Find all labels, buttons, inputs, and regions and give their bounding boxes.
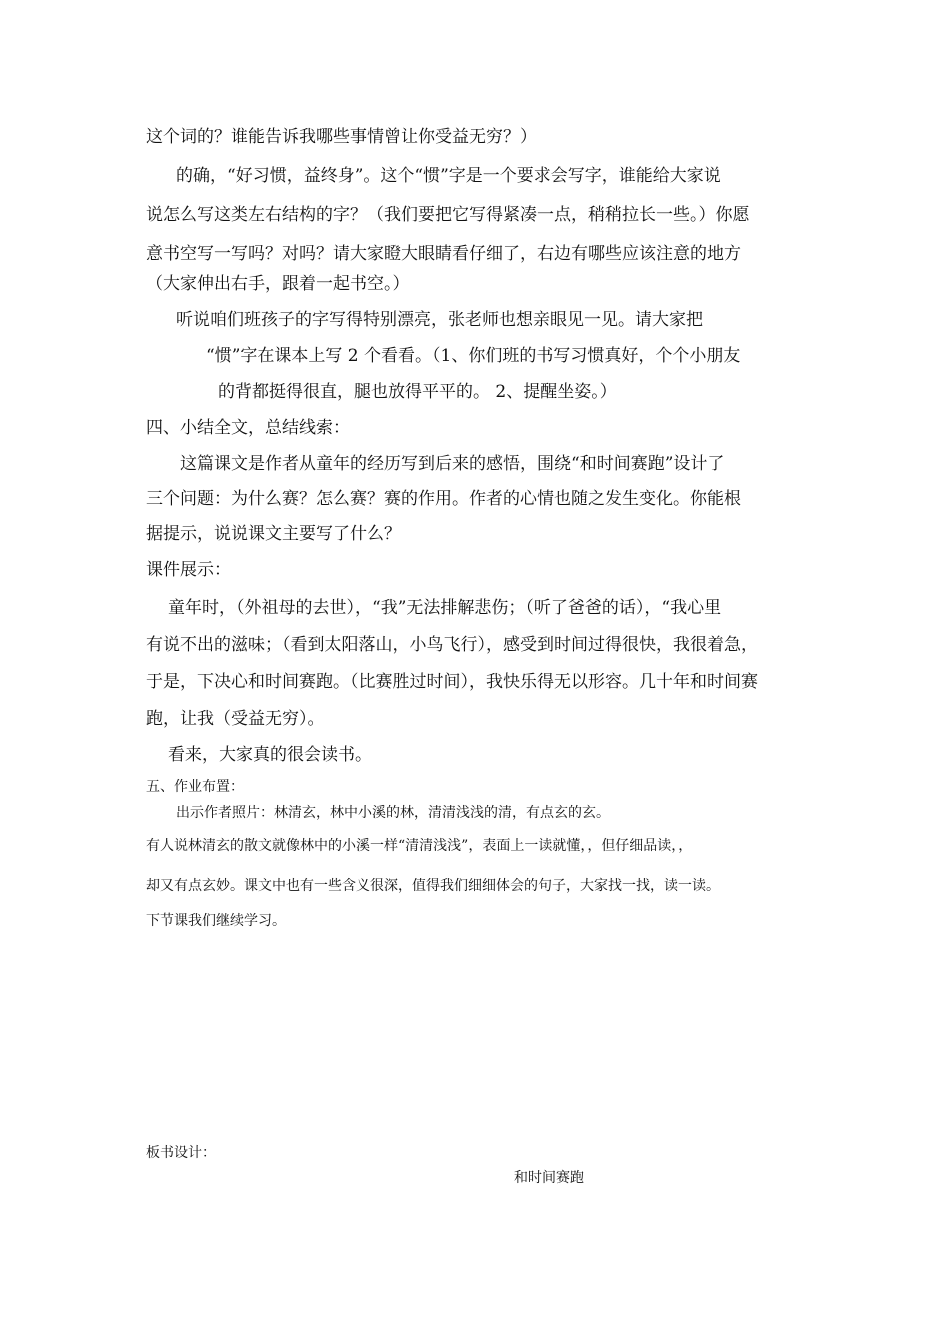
text-line: （大家伸出右手，跟着一起书空。）	[146, 274, 410, 294]
text-line: 出示作者照片：林清玄，林中小溪的林，清清浅浅的清，有点玄的玄。	[176, 805, 610, 821]
text-line: 说怎么写这类左右结构的字？（我们要把它写得紧凑一点，稍稍拉长一些。）你愿	[146, 205, 750, 225]
text-line: 却又有点玄妙。课文中也有一些含义很深，值得我们细细体会的句子，大家找一找，读一读。	[146, 878, 720, 894]
section-heading: 五、作业布置：	[146, 779, 244, 795]
text-line: 跑，让我（受益无穷）。	[146, 709, 325, 729]
text-line: 这个词的？谁能告诉我哪些事情曾让你受益无穷？）	[146, 127, 537, 147]
text-line: 有说不出的滋味；（看到太阳落山，小鸟飞行），感受到时间过得很快，我很着急，	[146, 635, 758, 655]
board-design-title: 和时间赛跑	[514, 1170, 584, 1186]
section-heading: 四、小结全文，总结线索：	[146, 418, 350, 438]
text-line: 课件展示：	[146, 560, 231, 580]
text-line: 童年时，（外祖母的去世），“我”无法排解悲伤；（听了爸爸的话），“我心里	[168, 598, 722, 618]
text-line: 听说咱们班孩子的字写得特别漂亮，张老师也想亲眼见一见。请大家把	[176, 310, 703, 330]
text-line: 据提示，说说课文主要写了什么？	[146, 524, 401, 544]
text-line: 意书空写一写吗？对吗？请大家瞪大眼睛看仔细了，右边有哪些应该注意的地方	[146, 244, 741, 264]
text-line: 的背都挺得很直，腿也放得平平的。 2、提醒坐姿。）	[218, 382, 617, 402]
text-line: 三个问题：为什么赛？怎么赛？赛的作用。作者的心情也随之发生变化。你能根	[146, 489, 741, 509]
text-line: 有人说林清玄的散文就像林中的小溪一样“清清浅浅”，表面上一读就懂，，但仔细品读，，	[146, 838, 693, 854]
text-line: 这篇课文是作者从童年的经历写到后来的感悟，围绕“和时间赛跑”设计了	[180, 454, 725, 474]
board-design-heading: 板书设计：	[146, 1145, 216, 1161]
text-line: 下节课我们继续学习。	[146, 913, 286, 929]
text-line: 看来，大家真的很会读书。	[168, 745, 372, 765]
text-line: 的确，“好习惯，益终身”。这个“惯”字是一个要求会写字，谁能给大家说	[176, 166, 721, 186]
text-line: “惯”字在课本上写 2 个看看。（1、你们班的书写习惯真好，个个小朋友	[206, 346, 741, 366]
text-line: 于是，下决心和时间赛跑。（比赛胜过时间），我快乐得无以形容。几十年和时间赛	[146, 672, 758, 692]
